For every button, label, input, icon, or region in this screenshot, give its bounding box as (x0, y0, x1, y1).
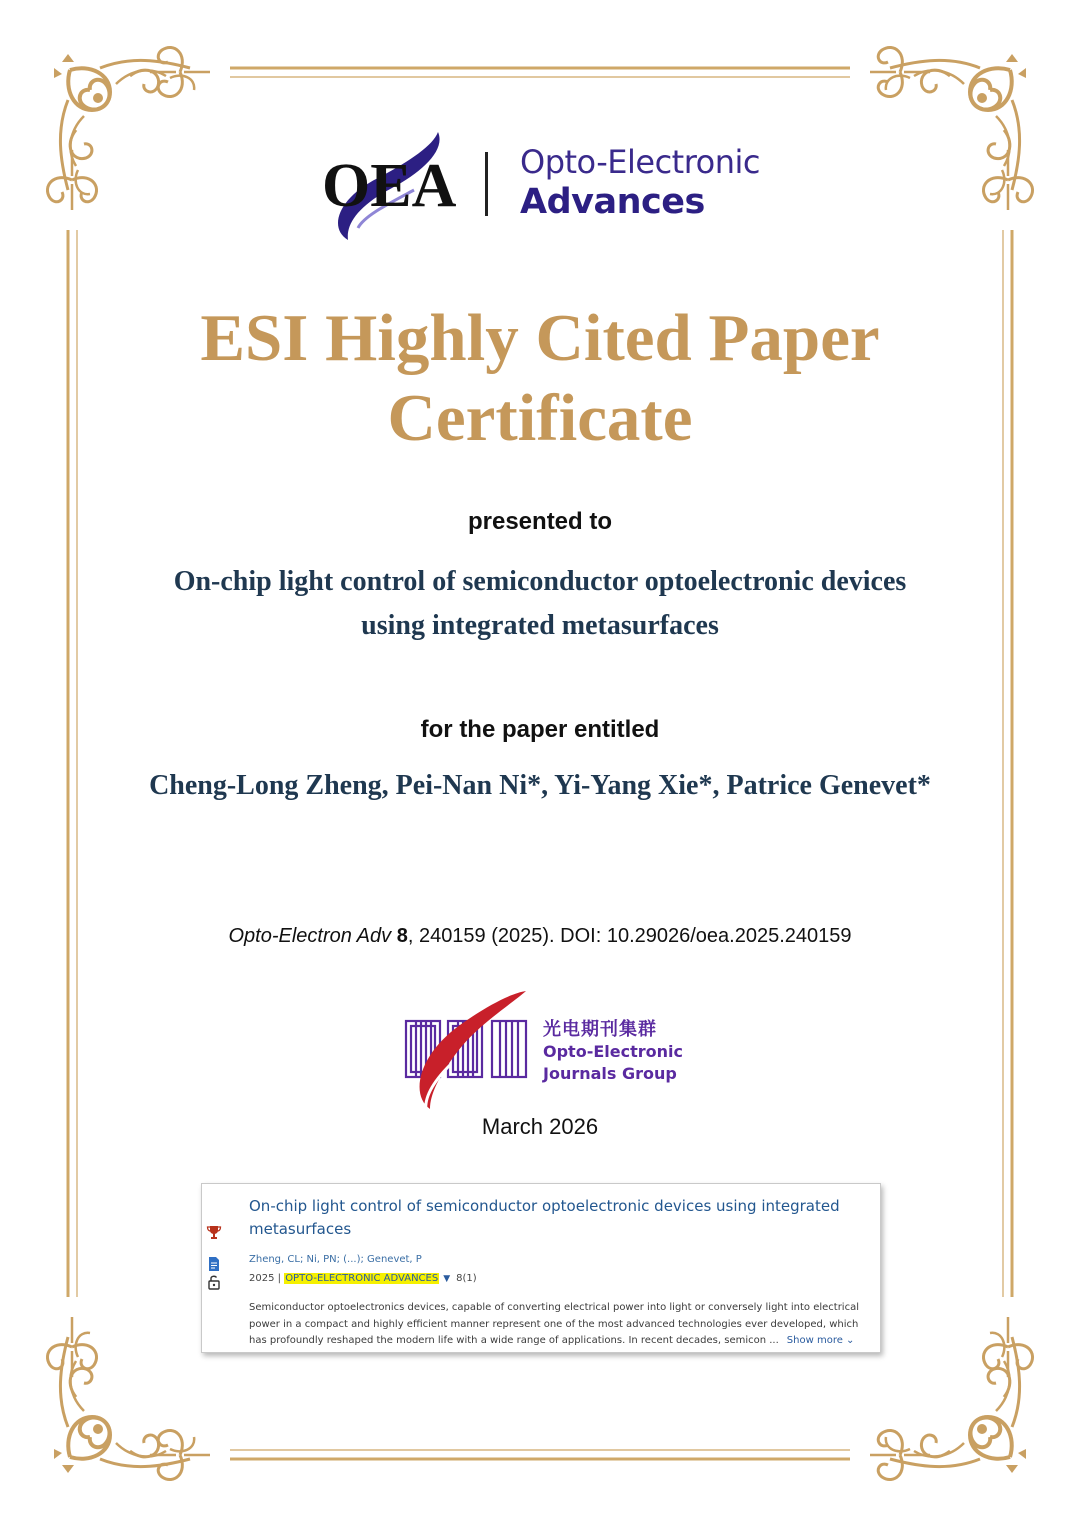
wos-abstract (249, 1300, 873, 1350)
journal-name-line1: Opto-Electronic (520, 143, 760, 181)
trophy-icon (206, 1224, 222, 1240)
citation-journal: Opto-Electron Adv (228, 925, 392, 947)
oea-journal-logo (318, 128, 468, 248)
wos-record-card (201, 1183, 881, 1353)
publisher-name-en-line2: Journals Group (543, 1064, 677, 1083)
wos-journal-name[interactable]: OPTO-ELECTRONIC ADVANCES (285, 1273, 439, 1284)
brand-divider (485, 152, 488, 216)
wos-volume-issue: 8(1) (456, 1273, 477, 1284)
oea-acronym: OEA (322, 152, 457, 220)
chevron-down-icon[interactable]: ▼ (443, 1274, 451, 1284)
oej-group-logo (400, 985, 540, 1115)
authors-line: Cheng-Long Zheng, Pei-Nan Ni*, Yi-Yang Xie*, Patrice Genevet* (149, 770, 931, 801)
wos-record-meta (249, 1273, 477, 1284)
journal-name-line2: Advances (520, 182, 705, 222)
wos-year: 2025 (249, 1273, 275, 1284)
certificate-title-line1: ESI Highly Cited Paper (200, 301, 880, 375)
open-access-lock-icon (206, 1274, 222, 1290)
citation-rest: , 240159 (2025). DOI: 10.29026/oea.2025.240159 (407, 925, 852, 947)
publisher-name-en-line1: Opto-Electronic (543, 1042, 683, 1061)
recipient-line1: On-chip light control of semiconductor optoelectronic devices (173, 566, 907, 597)
document-icon[interactable] (206, 1256, 222, 1272)
wos-record-authors[interactable]: Zheng, CL; Ni, PN; (...); Genevet, P (249, 1254, 422, 1265)
publisher-name-cn: 光电期刊集群 (543, 1019, 657, 1040)
recipient-line2: using integrated metasurfaces (361, 610, 719, 641)
citation-volume: 8 (396, 925, 408, 947)
presented-to-label: presented to (467, 508, 613, 535)
citation-line (0, 925, 1080, 948)
show-more-link[interactable]: Show more ⌄ (786, 1335, 855, 1347)
certificate-title-line2: Certificate (387, 381, 693, 455)
wos-abstract-text: Semiconductor optoelectronics devices, capable of converting electrical power into light or conversely light into electrical power in a compact and highly efficient manner represent one of the most advanced technologies ever developed, which has profoundly reshaped the modern life with a wide range of applications. In recent decades, semicon ... (249, 1302, 859, 1347)
for-paper-label: for the paper entitled (420, 716, 660, 743)
wos-record-title[interactable]: On-chip light control of semiconductor optoelectronic devices using integrated metasurfaces (249, 1197, 840, 1238)
certificate-date: March 2026 (481, 1114, 599, 1139)
wos-separator: | (274, 1273, 285, 1284)
